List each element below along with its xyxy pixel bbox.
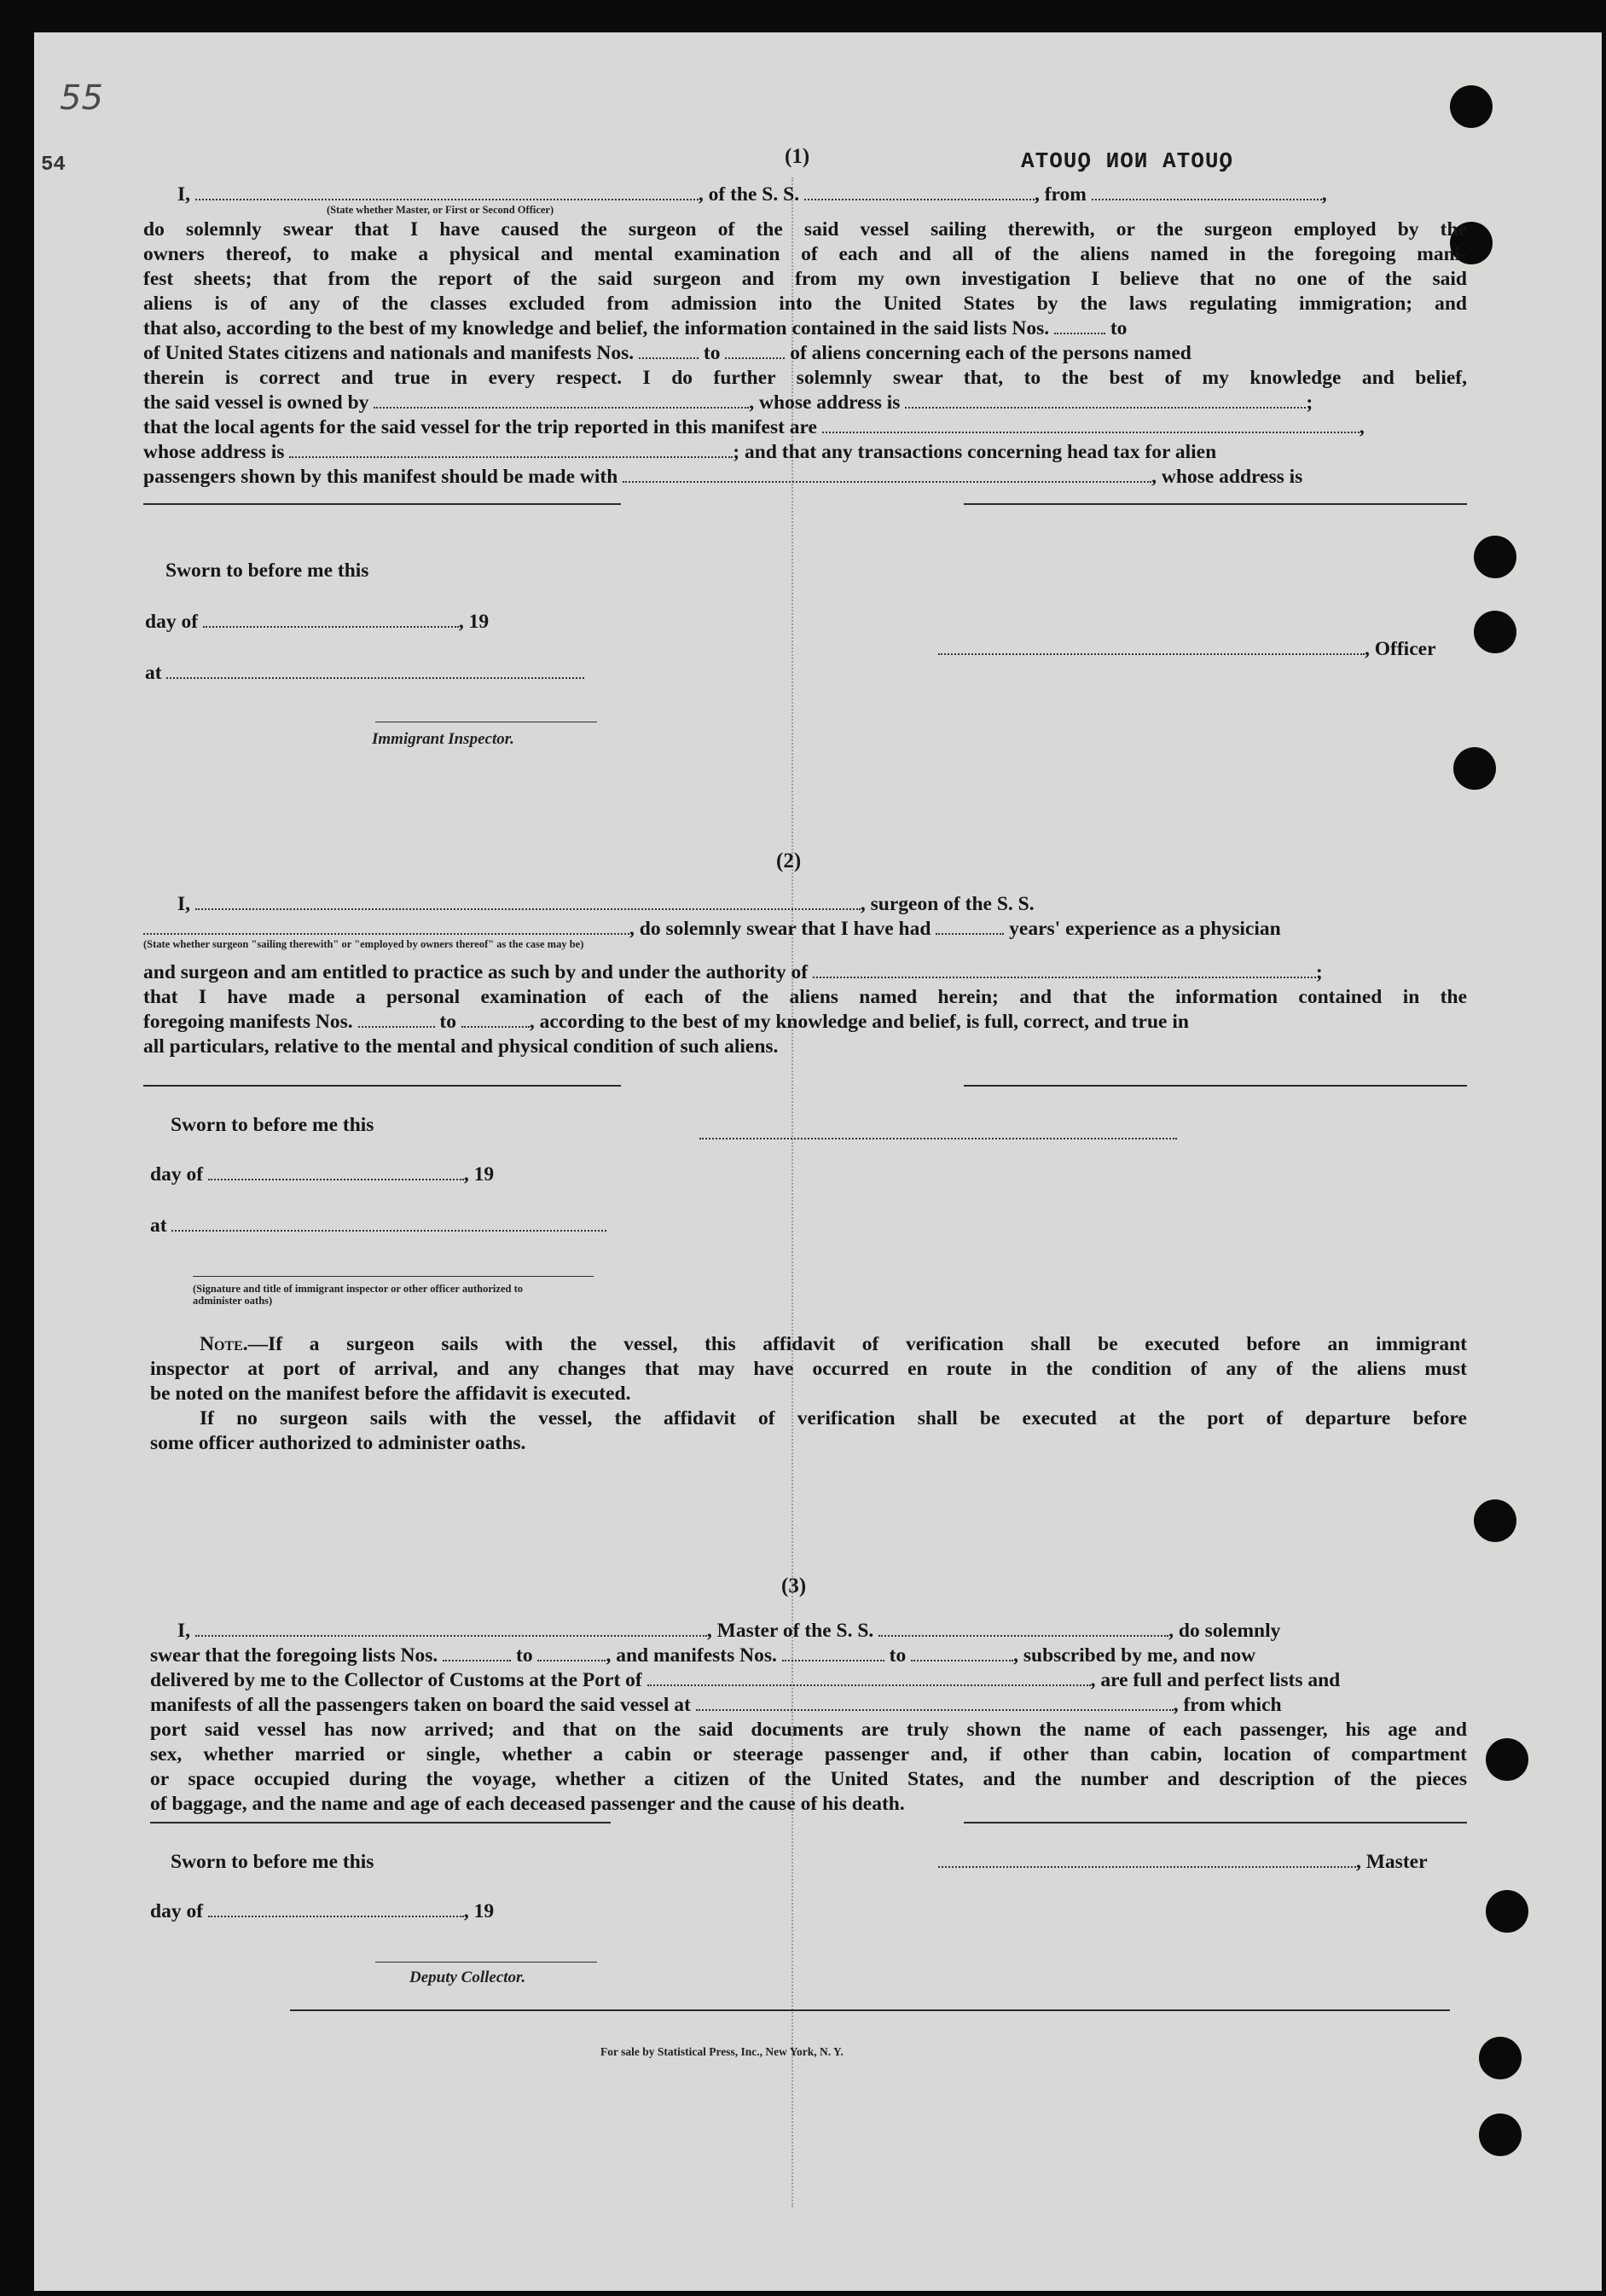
section-1-line-7: of United States citizens and nationals and manifests Nos. to of aliens concerning each of the persons named <box>143 342 1191 364</box>
day-of-field-2[interactable] <box>208 1165 464 1180</box>
note-line-1: Note.—If a surgeon sails with the vessel, this affidavit of verification shall be executed before an immigrant <box>200 1333 1467 1355</box>
section-3-line-8: of baggage, and the name and age of each deceased passenger and the cause of his death. <box>150 1793 905 1815</box>
section-2-line-5: foregoing manifests Nos. to , according to the best of my knowledge and belief, is full, correct, and true in <box>143 1011 1189 1033</box>
section-3-line-3: delivered by me to the Collector of Customs at the Port of , are full and perfect lists and <box>150 1669 1341 1691</box>
note-line-3: be noted on the manifest before the affidavit is executed. <box>150 1383 631 1405</box>
owner-field[interactable] <box>374 393 749 409</box>
punch-hole-icon <box>1486 1890 1528 1933</box>
printer-credit: For sale by Statistical Press, Inc., New York, N. Y. <box>600 2045 844 2058</box>
section-3-number: (3) <box>781 1574 807 1597</box>
section-1-line-2: do solemnly swear that I have caused the surgeon of the said vessel sailing therewith, or the surgeon employed by the <box>143 218 1467 241</box>
quota-heading: QUOTA NON QUOTA <box>1020 148 1233 174</box>
punch-hole-icon <box>1479 2113 1522 2156</box>
section-1-line-4: fest sheets; that from the report of the said surgeon and from my own investigation I believe that no one of the said <box>143 268 1467 290</box>
sworn-label-3: Sworn to before me this <box>171 1851 374 1873</box>
local-agents-field[interactable] <box>822 418 1360 433</box>
note-line-4: If no surgeon sails with the vessel, the affidavit of verification shall be executed at the port of departure before <box>200 1407 1467 1429</box>
years-experience-field[interactable] <box>936 919 1004 935</box>
section-3-line-1: I, , Master of the S. S. , do solemnly <box>177 1620 1281 1642</box>
section-2-rule <box>964 1085 1467 1087</box>
surgeon-name-field[interactable] <box>195 895 861 910</box>
surgeon-manifests-to-field[interactable] <box>461 1012 530 1028</box>
immigrant-inspector-label: Immigrant Inspector. <box>372 730 514 748</box>
lists-from-field[interactable] <box>1054 319 1105 334</box>
master-manifests-from-field[interactable] <box>782 1646 884 1661</box>
day-of-field-3[interactable] <box>208 1902 464 1917</box>
collector-signature-line <box>375 1962 597 1963</box>
day-of-label-1: day of , 19 <box>145 611 490 633</box>
master-name-field-3[interactable] <box>195 1621 707 1637</box>
section-3-affidavit <box>150 1619 1467 1817</box>
master-name-field[interactable] <box>195 185 699 200</box>
master-lists-from-field[interactable] <box>443 1646 511 1661</box>
rank-caption: (State whether Master, or First or Second Officer) <box>327 204 554 216</box>
deputy-collector-label: Deputy Collector. <box>409 1968 526 1986</box>
day-of-field-1[interactable] <box>203 612 459 628</box>
section-2-number: (2) <box>776 849 802 873</box>
section-1-line-8: therein is correct and true in every respect. I do further solemnly swear that, to the best of my knowledge and belief, <box>143 367 1467 389</box>
manifests-to-field[interactable] <box>725 344 785 359</box>
section-1-rule <box>143 503 621 505</box>
at-field-1[interactable] <box>166 664 584 679</box>
section-2-line-6: all particulars, relative to the mental and physical condition of such aliens. <box>143 1035 779 1058</box>
section-1-line-10: that the local agents for the said vessel for the trip reported in this manifest are , <box>143 416 1365 438</box>
departure-port-field[interactable] <box>1092 185 1322 200</box>
manifests-from-field[interactable] <box>639 344 699 359</box>
section-1-line-12: passengers shown by this manifest should be made with , whose address is <box>143 466 1303 488</box>
punch-hole-icon <box>1486 1738 1528 1781</box>
section-2-affidavit <box>143 892 1467 1059</box>
authority-field[interactable] <box>813 963 1316 978</box>
section-2-line-1: I, , surgeon of the S. S. <box>177 893 1035 915</box>
section-1-rule <box>964 503 1467 505</box>
section-3-rule <box>150 1822 611 1823</box>
sworn-signature-line-2 <box>699 1138 1177 1139</box>
at-field-2[interactable] <box>171 1216 606 1232</box>
master-lists-to-field[interactable] <box>537 1646 606 1661</box>
vessel-name-field[interactable] <box>804 185 1035 200</box>
section-2-rule <box>143 1085 621 1087</box>
section-1-line-6: that also, according to the best of my knowledge and belief, the information contained in the said lists Nos. to <box>143 317 1128 339</box>
manifest-page <box>34 32 1602 2291</box>
agents-address-field[interactable] <box>289 443 733 458</box>
punch-hole-icon <box>1474 611 1516 653</box>
master-line: , Master <box>938 1851 1428 1874</box>
section-3-line-5: port said vessel has now arrived; and that on the said documents are truly shown the name of each passenger, his age and <box>150 1719 1467 1741</box>
day-of-label-3: day of , 19 <box>150 1900 495 1922</box>
section-1-line-5: aliens is of any of the classes excluded from admission into the United States by the laws regulating immigration; and <box>143 293 1467 315</box>
punch-hole-icon <box>1474 1499 1516 1542</box>
section-1-line-9: the said vessel is owned by , whose address is ; <box>143 391 1313 414</box>
page-mark: 54 <box>41 154 66 177</box>
signature-caption-2: (Signature and title of immigrant inspector or other officer authorized to administer oaths) <box>193 1283 523 1307</box>
surgeon-status-field[interactable] <box>143 919 629 935</box>
master-signature-field[interactable] <box>938 1852 1356 1868</box>
section-1-line-11: whose address is ; and that any transactions concerning head tax for alien <box>143 441 1217 463</box>
master-manifests-to-field[interactable] <box>911 1646 1013 1661</box>
officer-line: , Officer <box>938 638 1436 661</box>
day-of-label-2: day of , 19 <box>150 1163 495 1186</box>
section-3-line-7: or space occupied during the voyage, whether a citizen of the United States, and the number and description of the pieces <box>150 1768 1467 1790</box>
footer-rule <box>290 2009 1450 2011</box>
section-2-line-4: that I have made a personal examination of each of the aliens named herein; and that the information contained in the <box>143 986 1467 1008</box>
at-label-1: at <box>145 662 584 685</box>
sworn-label-1: Sworn to before me this <box>165 560 369 582</box>
note-line-2: inspector at port of arrival, and any changes that may have occurred en route in the condition of any of the aliens must <box>150 1358 1467 1380</box>
note-label: Note. <box>200 1333 248 1355</box>
sworn-label-2: Sworn to before me this <box>171 1114 374 1136</box>
section-3-line-4: manifests of all the passengers taken on board the said vessel at , from which <box>150 1694 1282 1716</box>
section-1-line-3: owners thereof, to make a physical and mental examination of each and all of the aliens named in the foregoing mani- <box>143 243 1467 265</box>
section-1-number: (1) <box>785 145 810 168</box>
at-label-2: at <box>150 1215 606 1238</box>
section-1-affidavit <box>143 183 1467 490</box>
punch-hole-icon <box>1450 85 1493 128</box>
surgeon-caption: (State whether surgeon "sailing therewith" or "employed by owners thereof" as the case may be) <box>143 938 584 950</box>
punch-hole-icon <box>1474 536 1516 578</box>
section-3-line-6: sex, whether married or single, whether a cabin or steerage passenger and, if other than cabin, location of compartment <box>150 1743 1467 1765</box>
section-2-line-3: and surgeon and am entitled to practice as such by and under the authority of ; <box>143 961 1323 983</box>
arrival-port-field[interactable] <box>647 1671 1091 1686</box>
section-1-line-1: I, , of the S. S. , from , <box>177 183 1327 206</box>
punch-hole-icon <box>1479 2037 1522 2079</box>
punch-hole-icon <box>1453 747 1496 790</box>
head-tax-party-field[interactable] <box>623 467 1151 483</box>
officer-signature-field[interactable] <box>938 640 1365 655</box>
section-3-rule <box>964 1822 1467 1823</box>
surgeon-manifests-from-field[interactable] <box>358 1012 435 1028</box>
section-2-line-2: , do solemnly swear that I have had years' experience as a physician <box>143 917 1467 942</box>
owner-address-field[interactable] <box>905 393 1306 409</box>
vessel-name-field-3[interactable] <box>878 1621 1168 1637</box>
margin-note: 55 <box>60 78 103 118</box>
note-block <box>150 1332 1467 1456</box>
section-3-line-2: swear that the foregoing lists Nos. to , and manifests Nos. to , subscribed by me, and now <box>150 1644 1256 1667</box>
officer-signature-line-2 <box>193 1276 594 1277</box>
note-line-5: some officer authorized to administer oaths. <box>150 1432 526 1454</box>
embarkation-port-field[interactable] <box>696 1696 1174 1711</box>
